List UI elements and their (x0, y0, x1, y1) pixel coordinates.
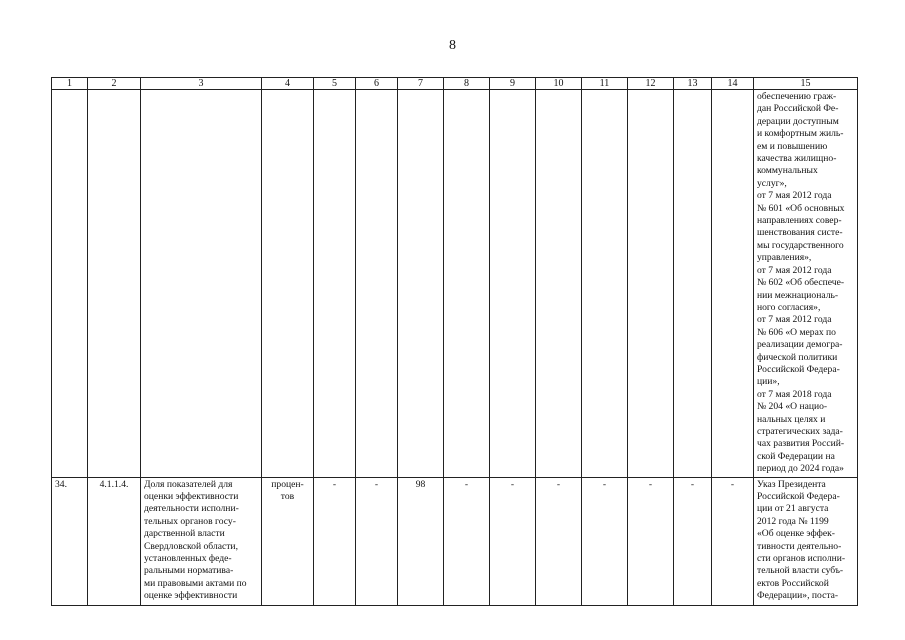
column-header: 7 (398, 78, 444, 90)
legal-basis-cell: обеспечению граж- дан Российской Фе- дерации доступным и комфортным жиль- ем и повышению качества жилищно- коммунальных услуг», от 7 мая 2012 года № 601 «Об основных направлениях совер- шенствования систе- мы государственного управления», от 7 мая 2012 года № 602 «Об обеспече- нии межнациональ- ного согласия», от 7 мая 2012 года № 606 «О мерах по реализации демогра- фической политики Российской Федера- ции», от 7 мая 2018 года № 204 «О нацио- нальных целях и стратегических зада- чах развития Россий- ской Федерации на период до 2024 года» (754, 90, 858, 478)
column-header: 1 (52, 78, 88, 90)
table-row-34 (52, 477, 858, 605)
table-cell (536, 90, 582, 478)
column-header: 10 (536, 78, 582, 90)
column-header: 6 (356, 78, 398, 90)
table-cell (52, 90, 88, 478)
table-cell (398, 90, 444, 478)
column-header: 15 (754, 78, 858, 90)
value-cell: - (444, 477, 490, 605)
table-cell (674, 90, 712, 478)
column-header: 2 (88, 78, 141, 90)
indicator-code: 4.1.1.4. (88, 477, 141, 605)
column-header: 13 (674, 78, 712, 90)
value-cell: - (628, 477, 674, 605)
value-cell: - (356, 477, 398, 605)
column-header: 9 (490, 78, 536, 90)
unit-of-measure: процен- тов (262, 477, 314, 605)
column-header: 4 (262, 78, 314, 90)
value-cell: - (582, 477, 628, 605)
table-cell (582, 90, 628, 478)
page-number: 8 (449, 38, 456, 53)
column-header: 14 (712, 78, 754, 90)
table-cell (712, 90, 754, 478)
table-cell (444, 90, 490, 478)
column-header: 11 (582, 78, 628, 90)
value-cell: - (674, 477, 712, 605)
table-cell (314, 90, 356, 478)
value-cell: - (536, 477, 582, 605)
indicators-table (51, 77, 858, 606)
indicator-description: Доля показателей для оценки эффективности деятельности исполни- тельных органов госу- дарственной власти Свердловской области, установленных феде- ральными норматива- ми правовыми актами по оценке эффективности (141, 477, 262, 605)
column-header: 3 (141, 78, 262, 90)
table-cell (262, 90, 314, 478)
column-header: 8 (444, 78, 490, 90)
column-header: 12 (628, 78, 674, 90)
value-cell: 98 (398, 477, 444, 605)
table-cell (141, 90, 262, 478)
row-number: 34. (52, 477, 88, 605)
value-cell: - (490, 477, 536, 605)
value-cell: - (712, 477, 754, 605)
table-row-continuation (52, 90, 858, 478)
column-number-row (52, 78, 858, 90)
table-cell (490, 90, 536, 478)
column-header: 5 (314, 78, 356, 90)
table-cell (356, 90, 398, 478)
table-cell (88, 90, 141, 478)
legal-basis-cell: Указ Президента Российской Федера- ции от 21 августа 2012 года № 1199 «Об оценке эффек- тивности деятельно- сти органов исполни- тельной власти субъ- ектов Российской Федерации», поста- (754, 477, 858, 605)
value-cell: - (314, 477, 356, 605)
table-cell (628, 90, 674, 478)
